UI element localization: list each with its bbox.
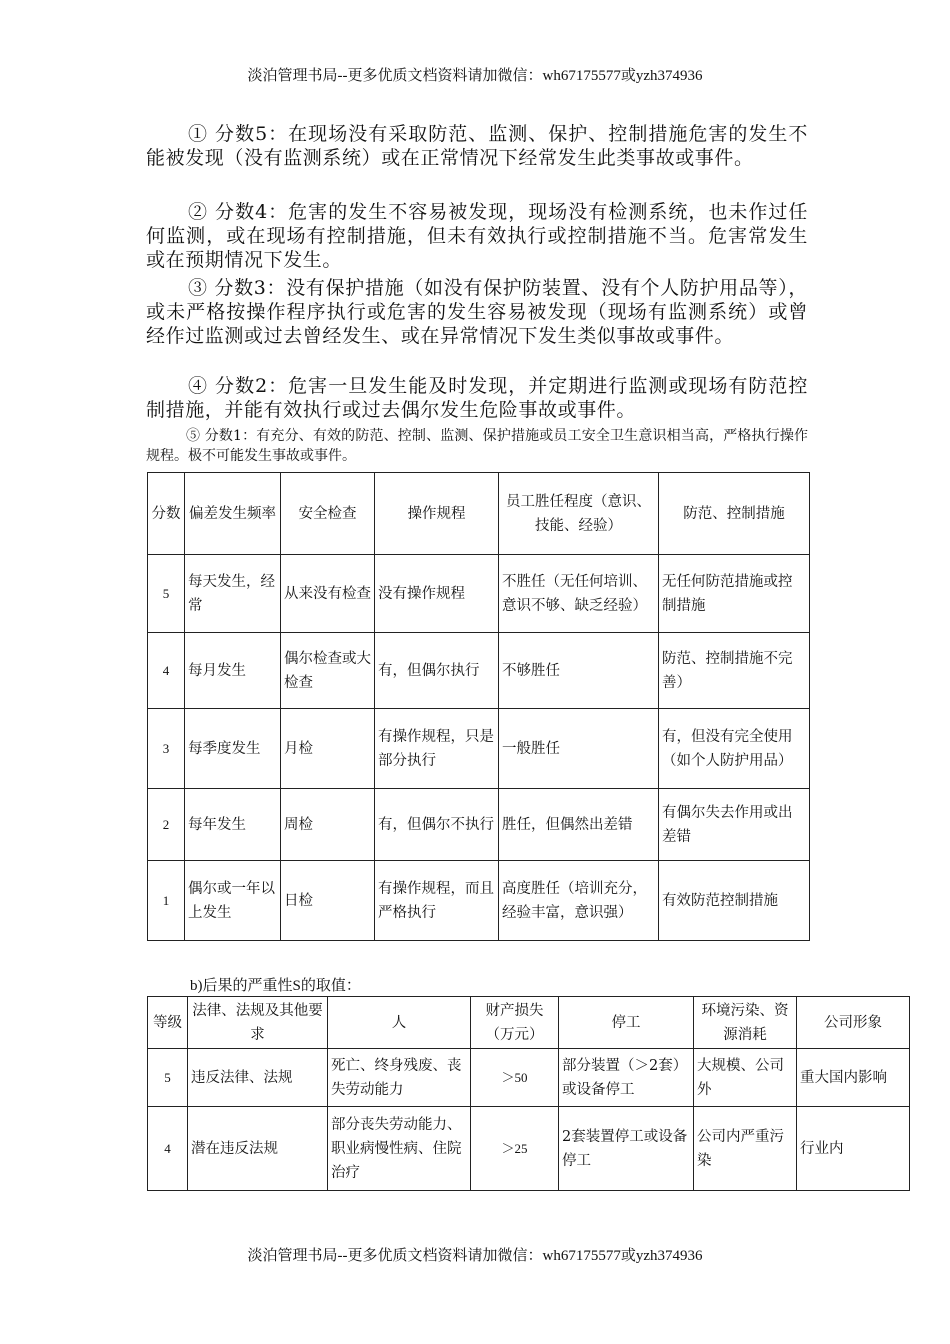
- table-cell: 有操作规程，只是部分执行: [375, 709, 499, 789]
- table-cell: 周检: [281, 789, 375, 861]
- table-row: [148, 633, 810, 709]
- table-cell: 从来没有检查: [281, 555, 375, 633]
- table-cell: 行业内: [797, 1107, 910, 1191]
- table-cell: 死亡、终身残废、丧失劳动能力: [328, 1049, 471, 1107]
- table-cell: 2套装置停工或设备停工: [559, 1107, 694, 1191]
- table-cell: 有，但没有完全使用（如个人防护用品）: [659, 709, 810, 789]
- header-cell: 停工: [559, 997, 694, 1049]
- table-cell: 一般胜任: [499, 709, 659, 789]
- table-cell: 部分丧失劳动能力、职业病慢性病、住院治疗: [328, 1107, 471, 1191]
- table-cell: 有效防范控制措施: [659, 861, 810, 941]
- table-cell: 高度胜任（培训充分，经验丰富，意识强）: [499, 861, 659, 941]
- table-cell: 防范、控制措施不完善）: [659, 633, 810, 709]
- header-cell: 财产损失（万元）: [471, 997, 559, 1049]
- likelihood-table: [147, 472, 810, 941]
- table-row: [148, 1049, 910, 1107]
- table-cell: 大规模、公司外: [694, 1049, 797, 1107]
- table-cell: 每年发生: [185, 789, 281, 861]
- table-cell: 每季度发生: [185, 709, 281, 789]
- table-row: [148, 861, 810, 941]
- table-cell: 不胜任（无任何培训、意识不够、缺乏经验）: [499, 555, 659, 633]
- paragraph-score-4: ② 分数4：危害的发生不容易被发现，现场没有检测系统，也未作过任何监测，或在现场有控制措施，但未有效执行或控制措施不当。危害常发生或在预期情况下发生。: [146, 201, 808, 271]
- score-cell: 2: [148, 789, 185, 861]
- table-row: [148, 709, 810, 789]
- table-cell: 有偶尔失去作用或出差错: [659, 789, 810, 861]
- paragraph-score-5: ① 分数5：在现场没有采取防范、监测、保护、控制措施危害的发生不能被发现（没有监测系统）或在正常情况下经常发生此类事故或事件。: [146, 123, 808, 169]
- table-row: [148, 1107, 910, 1191]
- table-cell: 有操作规程，而且严格执行: [375, 861, 499, 941]
- paragraph-score-1: ⑤ 分数1：有充分、有效的防范、控制、监测、保护措施或员工安全卫生意识相当高，严格执行操作规程。极不可能发生事故或事件。: [146, 428, 808, 464]
- header-cell: 环境污染、资源消耗: [694, 997, 797, 1049]
- table-cell: ＞25: [471, 1107, 559, 1191]
- score-cell: 4: [148, 633, 185, 709]
- table-cell: 没有操作规程: [375, 555, 499, 633]
- likelihood-table-header: [148, 473, 810, 555]
- table-cell: 每天发生，经常: [185, 555, 281, 633]
- header-cell: 法律、法规及其他要求: [188, 997, 328, 1049]
- header-cell: 防范、控制措施: [659, 473, 810, 555]
- paragraph-score-3: ③ 分数3：没有保护措施（如没有保护防装置、没有个人防护用品等），或未严格按操作程序执行或危害的发生容易被发现（现场有监测系统）或曾经作过监测或过去曾经发生、或在异常情况下发生类似事故或事件。: [146, 277, 808, 347]
- level-cell: 5: [148, 1049, 188, 1107]
- table-row: [148, 555, 810, 633]
- score-cell: 1: [148, 861, 185, 941]
- table-cell: 重大国内影响: [797, 1049, 910, 1107]
- paragraph-score-2: ④ 分数2：危害一旦发生能及时发现，并定期进行监测或现场有防范控制措施，并能有效执行或过去偶尔发生危险事故或事件。: [146, 375, 808, 421]
- table-cell: 违反法律、法规: [188, 1049, 328, 1107]
- table-cell: 部分装置（＞2套）或设备停工: [559, 1049, 694, 1107]
- header-cell: 偏差发生频率: [185, 473, 281, 555]
- level-cell: 4: [148, 1107, 188, 1191]
- table-cell: 偶尔检查或大检查: [281, 633, 375, 709]
- table-cell: 偶尔或一年以上发生: [185, 861, 281, 941]
- score-cell: 3: [148, 709, 185, 789]
- table-cell: 不够胜任: [499, 633, 659, 709]
- table-cell: 胜任，但偶然出差错: [499, 789, 659, 861]
- table-cell: 公司内严重污染: [694, 1107, 797, 1191]
- table-cell: 月检: [281, 709, 375, 789]
- header-cell: 人: [328, 997, 471, 1049]
- severity-table: [147, 996, 910, 1191]
- page-footer: 淡泊管理书局--更多优质文档资料请加微信：wh67175577或yzh374936: [247, 1248, 703, 1264]
- header-cell: 员工胜任程度（意识、技能、经验）: [499, 473, 659, 555]
- table-row: [148, 789, 810, 861]
- header-cell: 操作规程: [375, 473, 499, 555]
- severity-caption: b)后果的严重性S的取值：: [190, 978, 361, 994]
- score-cell: 5: [148, 555, 185, 633]
- page-header: 淡泊管理书局--更多优质文档资料请加微信：wh67175577或yzh374936: [247, 68, 703, 84]
- table-cell: 日检: [281, 861, 375, 941]
- header-cell: 公司形象: [797, 997, 910, 1049]
- table-cell: 有，但偶尔不执行: [375, 789, 499, 861]
- header-cell: 安全检查: [281, 473, 375, 555]
- header-cell: 等级: [148, 997, 188, 1049]
- table-cell: 每月发生: [185, 633, 281, 709]
- table-cell: 有，但偶尔执行: [375, 633, 499, 709]
- header-cell: 分数: [148, 473, 185, 555]
- severity-table-header: [148, 997, 910, 1049]
- table-cell: 无任何防范措施或控制措施: [659, 555, 810, 633]
- table-cell: ＞50: [471, 1049, 559, 1107]
- table-cell: 潜在违反法规: [188, 1107, 328, 1191]
